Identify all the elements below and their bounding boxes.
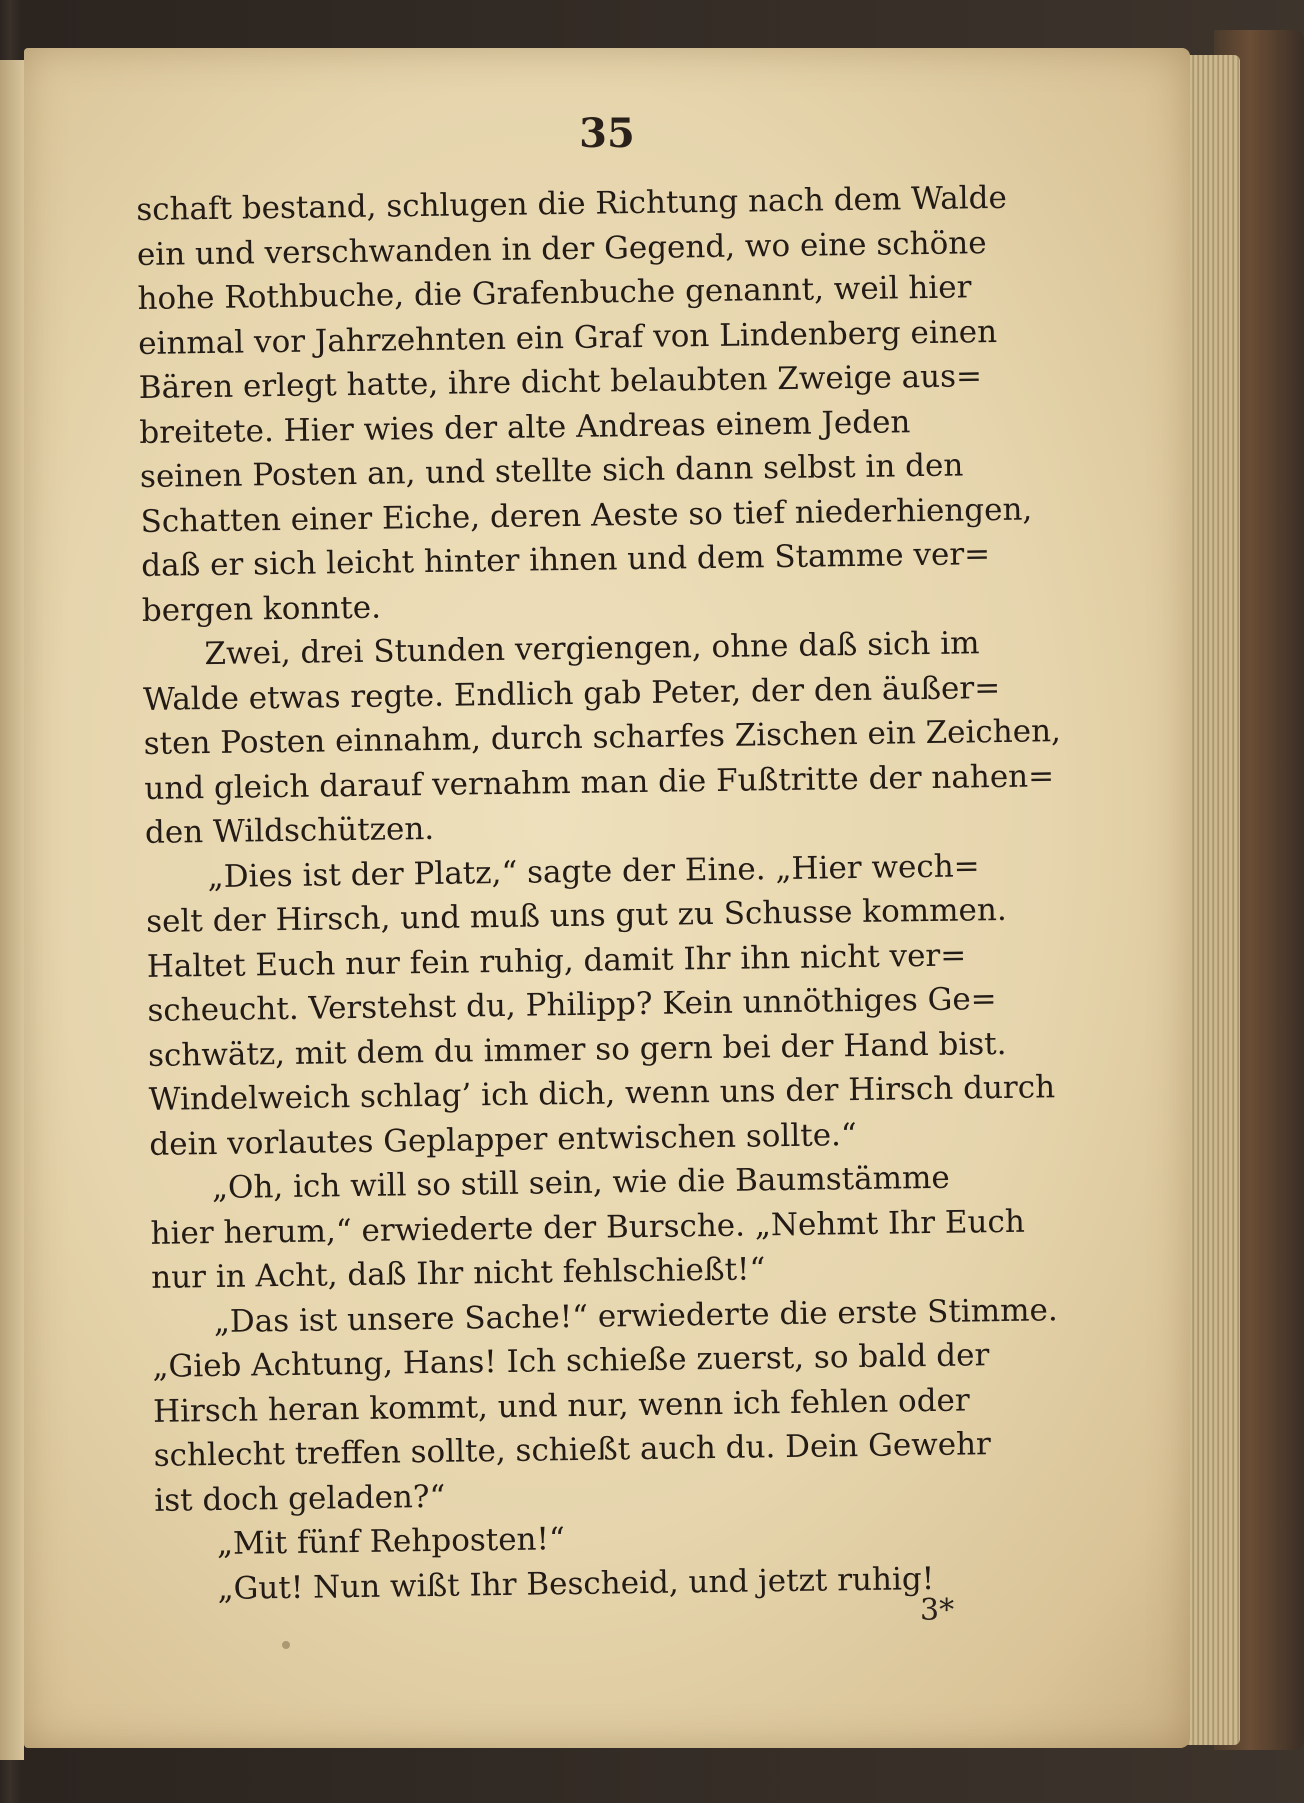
text-line: hier herum,“ erwiederte der Bursche. „Nehmt Ihr Euch — [150, 1203, 1026, 1252]
text-line: Walde etwas regte. Endlich gab Peter, der den äußer= — [142, 669, 1001, 718]
book-page — [24, 48, 1190, 1748]
text-line: selt der Hirsch, und muß uns gut zu Schusse kommen. — [145, 891, 1007, 940]
text-line: und gleich darauf vernahm man die Fußtritte der nahen= — [144, 757, 1055, 807]
text-line: schlecht treffen sollte, schießt auch du. Dein Gewehr — [153, 1426, 992, 1474]
text-line: sten Posten einnahm, durch scharfes Zischen ein Zeichen, — [143, 713, 1062, 762]
text-line: Windelweich schlag’ ich dich, wenn uns der Hirsch durch — [148, 1069, 1056, 1118]
text-line: nur in Acht, daß Ihr nicht fehlschießt!“ — [150, 1251, 766, 1296]
page-text — [136, 174, 1156, 1612]
text-line: „Dies ist der Platz,“ sagte der Eine. „Hier wech= — [207, 847, 980, 895]
text-line: daß er sich leicht hinter ihnen und dem Stamme ver= — [141, 536, 991, 584]
ink-speck — [282, 1641, 290, 1649]
text-line: Zwei, drei Stunden vergiengen, ohne daß sich im — [204, 625, 980, 673]
text-line: dein vorlautes Geplapper entwischen sollte.“ — [149, 1116, 857, 1163]
text-line: seinen Posten an, und stellte sich dann selbst in den — [139, 447, 964, 495]
text-line: schwätz, mit dem du immer so gern bei der Hand bist. — [147, 1025, 1007, 1074]
text-line: „Das ist unsere Sache!“ erwiederte die erste Stimme. — [213, 1291, 1058, 1340]
text-line: Schatten einer Eiche, deren Aeste so tief niederhiengen, — [140, 491, 1033, 540]
text-line: bergen konnte. — [141, 589, 382, 629]
text-line: „Gieb Achtung, Hans! Ich schieße zuerst, so bald der — [152, 1337, 990, 1385]
text-line: einmal vor Jahrzehnten ein Graf von Lindenberg einen — [137, 313, 998, 362]
printer-signature: 3* — [920, 1593, 955, 1628]
text-line: Hirsch heran kommt, und nur, wenn ich fehlen oder — [152, 1381, 970, 1430]
text-line: hohe Rothbuche, die Grafenbuche genannt, weil hier — [137, 269, 972, 317]
text-line: breitete. Hier wies der alte Andreas einem Jeden — [139, 403, 911, 451]
facing-page-edge — [0, 60, 24, 1760]
text-line: Haltet Euch nur fein ruhig, damit Ihr ihn nicht ver= — [146, 936, 967, 985]
text-line: den Wildschützen. — [144, 810, 435, 851]
text-line: schaft bestand, schlugen die Richtung nach dem Walde — [136, 179, 1008, 228]
text-line: scheucht. Verstehst du, Philipp? Kein unnöthiges Ge= — [147, 981, 997, 1029]
text-line: Bären erlegt hatte, ihre dicht belaubten Zweige aus= — [138, 358, 983, 406]
text-line: ein und verschwanden in der Gegend, wo eine schöne — [136, 224, 987, 273]
text-line: „Mit fünf Rehposten!“ — [216, 1521, 566, 1563]
text-line: ist doch geladen?“ — [154, 1478, 446, 1519]
text-line: „Oh, ich will so still sein, wie die Baumstämme — [211, 1159, 950, 1207]
page-number: 35 — [579, 110, 635, 157]
text-line: „Gut! Nun wißt Ihr Bescheid, und jetzt ruhig! — [217, 1560, 935, 1607]
